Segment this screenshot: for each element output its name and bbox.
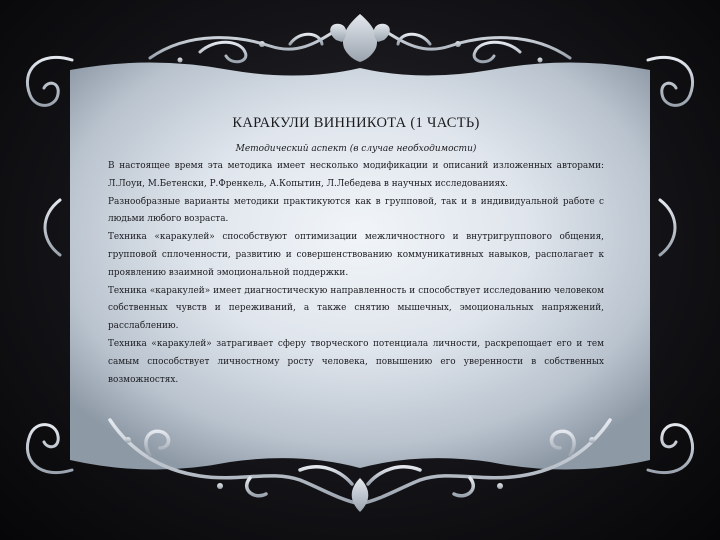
paragraph: В настоящее время эта методика имеет несколько модификации и описаний изложенных авторами: Л.Лоуи, М.Бетенски, Р.Френкель, А.Копытин, Л.Лебедева в научных исследованиях. xyxy=(108,161,604,189)
slide-content xyxy=(108,105,604,389)
crest-icon xyxy=(330,14,390,62)
paragraph: Разнообразные варианты методики практикуются как в групповой, так и в индивидуальной работе с людьми любого возраста. xyxy=(108,196,604,225)
paragraph: Техника «каракулей» способствуют оптимизации межличностного и внутригруппового общения, групповой сплоченности, развитию и совершенствованию коммуникативных навыков, располагает к проявлению взаимной эмоциональной поддержки. xyxy=(108,232,604,278)
paragraph: Техника «каракулей» затрагивает сферу творческого потенциала личности, раскрепощает его и тем самым способствует личностному росту человека, повышению его уверенности в собственных возможностях. xyxy=(108,338,604,385)
slide-subtitle: Методический аспект (в случае необходимости) xyxy=(235,144,477,154)
slide-title: КАРАКУЛИ ВИННИКОТА (1 ЧАСТЬ) xyxy=(232,115,480,131)
paragraph: Техника «каракулей» имеет диагностическую направленность и способствует исследованию человеком собственных чувств и переживаний, а также снятию мышечных, эмоциональных напряжений, расслаблению. xyxy=(108,285,604,332)
